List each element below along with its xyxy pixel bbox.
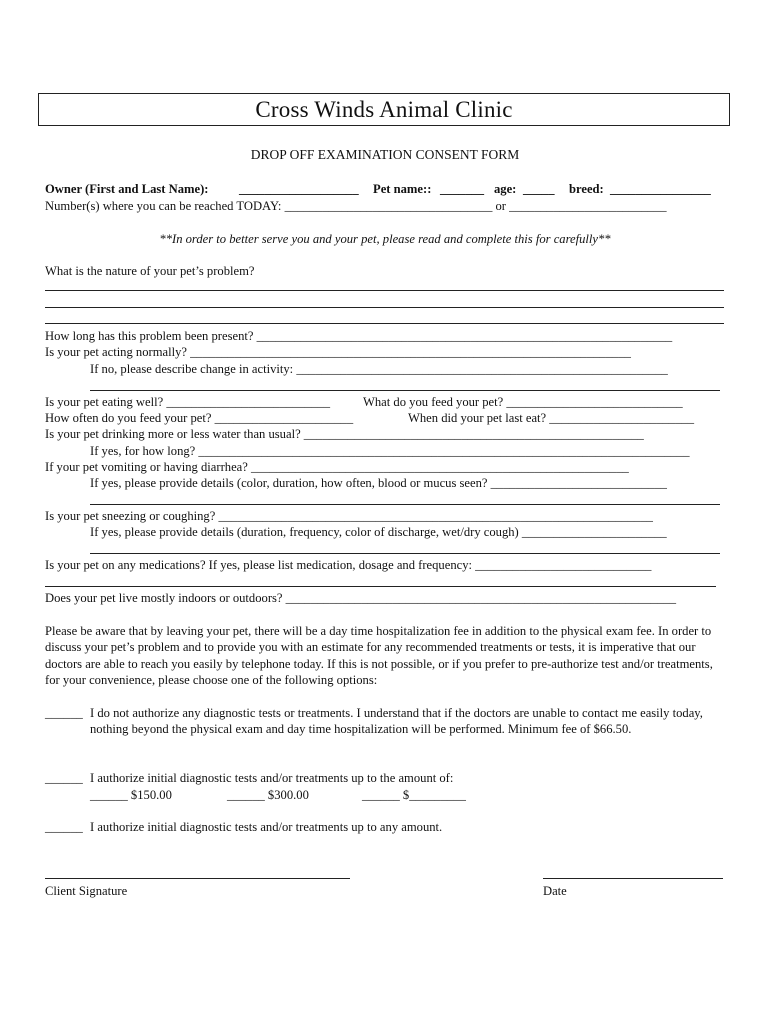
option-3-checkbox[interactable]: ______	[45, 820, 83, 834]
medications-question[interactable]: Is your pet on any medications? If yes, please list medication, dosage and frequency: ____________________________	[45, 558, 652, 572]
option-2-text: I authorize initial diagnostic tests and/or treatments up to the amount of:	[90, 771, 454, 785]
activity-change-question[interactable]: If no, please describe change in activity: ___________________________________________________________	[90, 362, 668, 376]
activity-answer-line[interactable]	[90, 390, 720, 391]
eating-well-question[interactable]: Is your pet eating well? __________________________	[45, 395, 331, 409]
option-1-checkbox[interactable]: ______	[45, 706, 83, 720]
food-type-question[interactable]: What do you feed your pet? ____________________________	[363, 395, 683, 409]
breed-label: breed:	[569, 182, 604, 196]
form-subtitle: DROP OFF EXAMINATION CONSENT FORM	[250, 147, 520, 162]
vomiting-details-question[interactable]: If yes, please provide details (color, duration, how often, blood or mucus seen? ____________________________	[90, 476, 667, 490]
vomiting-question[interactable]: If your pet vomiting or having diarrhea? ____________________________________________________________	[45, 460, 629, 474]
pet-name-label: Pet name::	[373, 182, 432, 196]
title-box	[38, 93, 730, 126]
nature-answer-line-3[interactable]	[45, 323, 724, 324]
indoors-question[interactable]: Does your pet live mostly indoors or outdoors? ______________________________________________________________	[45, 591, 677, 605]
amount-300-checkbox[interactable]: ______ $300.00	[227, 788, 309, 802]
client-signature-line[interactable]	[45, 878, 350, 879]
amount-150-checkbox[interactable]: ______ $150.00	[90, 788, 172, 802]
phone-numbers-field[interactable]: Number(s) where you can be reached TODAY: _________________________________ or _________________________	[45, 199, 667, 213]
nature-answer-line-1[interactable]	[45, 290, 724, 291]
acting-normally-question[interactable]: Is your pet acting normally? ______________________________________________________________________	[45, 345, 631, 359]
option-2-checkbox[interactable]: ______	[45, 771, 83, 785]
feeding-frequency-question[interactable]: How often do you feed your pet? ______________________	[45, 411, 354, 425]
drinking-duration-question[interactable]: If yes, for how long? ______________________________________________________________________________	[90, 444, 690, 458]
owner-field[interactable]: ___________________	[239, 182, 359, 196]
notice-text: **In order to better serve you and your pet, please read and complete this for carefully**	[159, 232, 611, 246]
page-title: Cross Winds Animal Clinic	[255, 96, 513, 122]
option-1-text: I do not authorize any diagnostic tests or treatments. I understand that if the doctors are unable to contact me easily today, nothing beyond the physical exam and day time hospitalization will be performed. Minimum fee of $66.50.	[90, 706, 703, 737]
nature-answer-line-2[interactable]	[45, 307, 724, 308]
date-label: Date	[543, 884, 567, 898]
last-meal-question[interactable]: When did your pet last eat? _______________________	[408, 411, 695, 425]
nature-question: What is the nature of your pet’s problem?	[45, 264, 255, 278]
amount-custom-field[interactable]: ______ $_________	[362, 788, 466, 802]
sneezing-details-question[interactable]: If yes, please provide details (duration, frequency, color of discharge, wet/dry cough) _______________________	[90, 525, 667, 539]
how-long-question[interactable]: How long has this problem been present? __________________________________________________________________	[45, 329, 673, 343]
sneezing-answer-line[interactable]	[90, 553, 720, 554]
medications-answer-line[interactable]	[45, 586, 716, 587]
vomiting-answer-line[interactable]	[90, 504, 720, 505]
option-3-text: I authorize initial diagnostic tests and/or treatments up to any amount.	[90, 820, 443, 834]
breed-field[interactable]: ________________	[610, 182, 711, 196]
age-label: age:	[494, 182, 517, 196]
owner-label: Owner (First and Last Name):	[45, 182, 209, 196]
date-line[interactable]	[543, 878, 723, 879]
pet-name-field[interactable]: _______	[440, 182, 485, 196]
sneezing-question[interactable]: Is your pet sneezing or coughing? _____________________________________________________________________	[45, 509, 653, 523]
client-signature-label: Client Signature	[45, 884, 128, 898]
age-field[interactable]: _____	[523, 182, 555, 196]
hospitalization-notice: Please be aware that by leaving your pet, there will be a day time hospitalization fee in addition to the physical exam fee. In order to discuss your pet’s problem and to provide you with an estimate for any recommended treatments or tests, it is imperative that our doctors are able to reach you easily by telephone today. If this is not possible, or if you prefer to pre-authorize test and/or treatments, for your convenience, please choose one of the following options:	[45, 624, 713, 687]
drinking-question[interactable]: Is your pet drinking more or less water than usual? ______________________________________________________	[45, 427, 644, 441]
